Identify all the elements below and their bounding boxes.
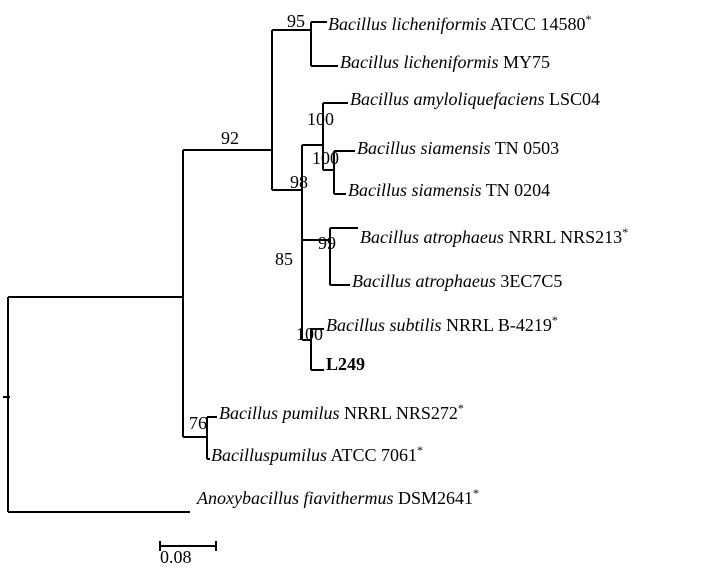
support-value-100-siamensis: 100 (312, 148, 339, 168)
support-value-100-amyloliquefaciens-siamensis: 100 (307, 109, 334, 129)
taxon-label-atrophaeus-nrrl-nrs213 (360, 226, 628, 246)
taxon-species-name: Bacillus atrophaeus (352, 271, 496, 291)
taxon-species-name: Bacillus pumilus (219, 403, 340, 423)
taxon-strain-name: TN 0204 (485, 180, 551, 200)
support-value-76: 76 (189, 413, 207, 433)
support-value-85: 85 (275, 249, 293, 269)
taxon-species-name: Bacillus siamensis (348, 180, 482, 200)
taxon-strain-name: ATCC 14580 (490, 14, 586, 34)
taxon-label-amyloliquefaciens-lsc04 (350, 88, 600, 108)
taxon-star-marker: * (457, 401, 464, 415)
taxon-species-name: Bacillus siamensis (357, 138, 491, 158)
taxon-star-marker: * (551, 313, 558, 327)
taxon-species-name: Bacillus subtilis (326, 315, 442, 335)
taxon-label-licheniformis-atcc14580 (328, 13, 592, 33)
taxon-label-anoxybacillus-flavithermus-dsm2641 (197, 487, 479, 507)
taxon-strain-name: NRRL NRS213 (508, 227, 623, 247)
taxon-strain-name: TN 0503 (494, 138, 560, 158)
taxon-species-name: Bacillus amyloliquefaciens (350, 89, 545, 109)
taxon-label-siamensis-tn0204 (348, 179, 550, 199)
scale-bar-label: 0.08 (160, 547, 192, 567)
taxon-strain-name: DSM2641 (397, 488, 473, 508)
taxon-strain-name: LSC04 (548, 89, 600, 109)
taxon-species-name: Bacillus licheniformis (328, 14, 487, 34)
taxon-species-name: Bacilluspumilus (211, 445, 327, 465)
taxon-strain-name: NRRL NRS272 (344, 403, 458, 423)
support-value-98: 98 (290, 172, 308, 192)
taxon-label-siamensis-tn0503 (357, 137, 559, 157)
taxon-species-name: Bacillus atrophaeus (360, 227, 504, 247)
taxon-strain-name: NRRL B-4219 (446, 315, 552, 335)
taxon-strain-name: 3EC7C5 (500, 271, 563, 291)
support-value-100-subtilis-l249: 100 (296, 324, 323, 344)
taxon-strain-name: MY75 (502, 52, 550, 72)
taxon-star-marker: * (622, 225, 629, 239)
support-value-95: 95 (287, 11, 305, 31)
taxon-star-marker: * (585, 12, 592, 26)
support-value-99: 99 (318, 233, 336, 253)
taxon-species-name: Bacillus licheniformis (340, 52, 499, 72)
taxon-label-l249-query (326, 355, 365, 373)
taxon-species-name: L249 (326, 354, 366, 374)
taxon-species-name: Anoxybacillus fiavithermus (197, 488, 394, 508)
support-value-92: 92 (221, 128, 239, 148)
taxon-label-subtilis-nrrl-b4219 (326, 314, 558, 334)
taxon-star-marker: * (417, 443, 424, 457)
taxon-label-licheniformis-my75 (340, 51, 550, 71)
taxon-label-pumilus-atcc-7061 (211, 444, 423, 464)
taxon-strain-name: ATCC 7061 (330, 445, 418, 465)
taxon-star-marker: * (472, 486, 479, 500)
taxon-label-pumilus-nrrl-nrs272 (219, 402, 464, 422)
taxon-label-atrophaeus-3ec7c5 (352, 270, 562, 290)
